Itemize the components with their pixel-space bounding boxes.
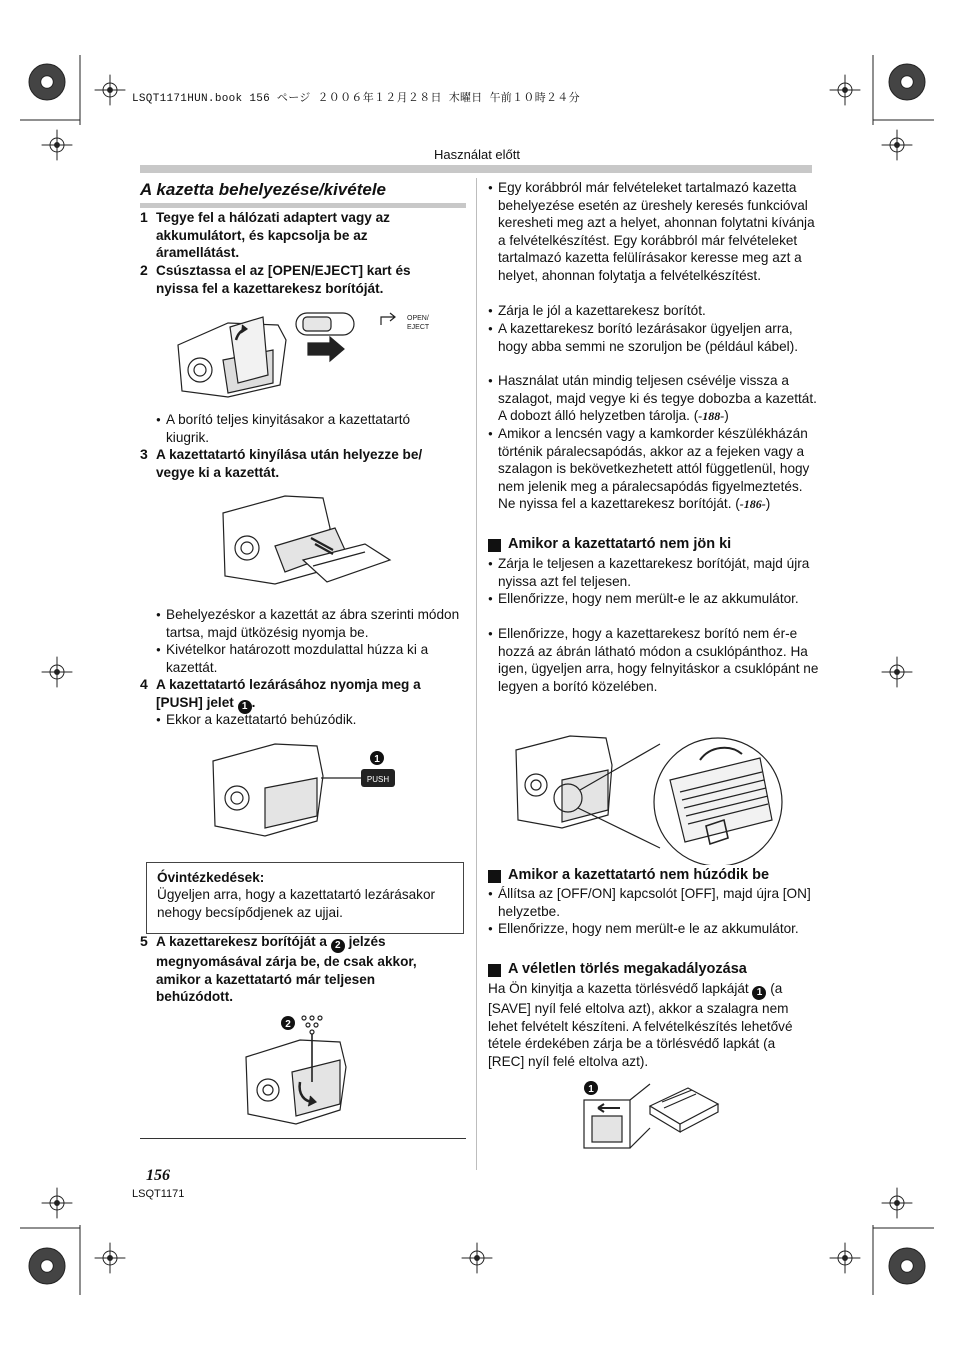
erasure-text-a: Ha Ön kinyitja a kazetta törlésvédő lapkáját <box>488 981 749 996</box>
step-number: 2 <box>140 262 148 278</box>
bullet-condensation <box>488 425 820 514</box>
subhead-text: Amikor a kazettatartó nem jön ki <box>508 536 732 552</box>
bullet-power-cycle: ● Állítsa az [OFF/ON] kapcsolót [OFF], majd újra [ON] helyzetbe. <box>488 885 820 920</box>
bullet-condensation-end: ) <box>765 496 771 511</box>
bullet-lid-open: ● A borító teljes kinyitásakor a kazettatartó kiugrik. <box>156 411 456 446</box>
marker-1: 1 <box>238 700 252 714</box>
figure-hinge-detail <box>510 730 810 865</box>
registration-cross-dot <box>55 1201 60 1206</box>
subhead-prevent-erasure <box>488 961 830 979</box>
caution-title: Óvintézkedések: <box>157 870 265 885</box>
square-bullet-icon <box>488 964 501 977</box>
header-bar <box>140 165 812 173</box>
step-number: 4 <box>140 676 148 692</box>
section-rule <box>140 203 466 208</box>
print-header: LSQT1171HUN.book 156 ページ ２００６年１２月２８日 木曜日 午前１０時２４分 <box>132 93 580 105</box>
registration-cross-dot <box>108 88 113 93</box>
figure-marker-1: 1 <box>374 754 380 765</box>
figure-marker-2: 2 <box>285 1019 291 1030</box>
step-5-text-b: jelzés megnyomásával zárja be, de csak akkor, amikor a kazettatartó már teljesen behúzódott. <box>156 934 417 1004</box>
bottom-rule <box>140 1138 466 1139</box>
bullet-rewind-text: Használat után mindig teljesen csévélje vissza a szalagot, majd vegye ki és tegye dobozba a kazettát. A dobozt álló helyzetben tárolja. ( <box>498 373 817 423</box>
step-4-text-a: A kazettatartó lezárásához nyomja meg a [PUSH] jelet <box>156 677 421 710</box>
subhead-not-coming-out <box>488 536 830 554</box>
subhead-text: Amikor a kazettatartó nem húzódik be <box>508 867 770 883</box>
caution-box <box>146 862 464 934</box>
section-title: A kazetta behelyezése/kivétele <box>140 180 387 199</box>
bullet-blank-search: ● Egy korábbról már felvételeket tartalmazó kazetta behelyezése esetén az üreshely keresés funkcióval keresheti meg azt a helyet, ahonnan folytatni kívánja a felvételkészítést. Egy korábbról már felvételeket tartalmazó kazetta felülírásakor keresse meg azt a helyet, ahonnan folytatja a felvételkészítést. <box>488 179 820 284</box>
bullet-battery: ● Ellenőrizze, hogy nem merült-e le az akkumulátor. <box>488 590 820 608</box>
subhead-text: A véletlen törlés megakadályozása <box>508 961 747 977</box>
registration-wheel-center <box>41 1260 54 1273</box>
step-number: 1 <box>140 209 148 225</box>
caution-text: Ügyeljen arra, hogy a kazettatartó lezárásakor nehogy becsípődjenek az ujjai. <box>157 887 436 920</box>
open-eject-label-1: OPEN/ <box>407 315 429 322</box>
bullet-rewind <box>488 372 820 426</box>
step-4-text-b: . <box>251 694 256 710</box>
erasure-text-b: (a [SAVE] nyíl felé eltolva azt), akkor a szalagra nem lehet felvételt készíteni. A felvételkészítés lehetővé tétele érdekében zárja be a törlésvédő lapkát (a [REC] nyíl felé eltolva azt). <box>488 981 793 1069</box>
bullet-nothing-caught: ● A kazettarekesz borító lezárásakor ügyeljen arra, hogy abba semmi ne szoruljon be (például kábel). <box>488 320 820 355</box>
bullet-condensation-text: Amikor a lencsén vagy a kamkorder készülékházán történik páralecsapódás, akkor az a fejeken vagy a szalagon is bekövetkezhetett attól függetlenül, hogy nem jelenik meg a páralecsapódás figyelmeztetés. Ne nyissa fel a kazettarekesz borítóját. ( <box>498 426 810 511</box>
step-text: A kazettatartó kinyílása után helyezze be/ vegye ki a kazettát. <box>156 447 423 480</box>
bullet-rewind-end: ) <box>724 408 729 423</box>
page-ref-188: -188- <box>698 409 725 423</box>
step-number: 3 <box>140 446 148 462</box>
figure-open-lid <box>168 305 448 405</box>
column-divider <box>476 178 477 1170</box>
registration-cross-dot <box>108 1256 113 1261</box>
push-label: PUSH <box>366 775 390 784</box>
bullet-battery-2: ● Ellenőrizze, hogy nem merült-e le az akkumulátor. <box>488 920 820 938</box>
marker-1: 1 <box>752 986 766 1000</box>
registration-cross-dot <box>843 88 848 93</box>
registration-cross-dot <box>55 670 60 675</box>
bullet-remove: ● Kivételkor határozott mozdulattal húzza ki a kazettát. <box>156 641 466 676</box>
bullet-hinge: ● Ellenőrizze, hogy a kazettarekesz borító nem ér-e hozzá az ábrán látható módon a csuklópánthoz. Ha igen, ügyeljen arra, hogy felnyitáskor a csuklópánt ne legyen a borító közelében. <box>488 625 820 695</box>
figure-cassette-tab <box>578 1078 728 1153</box>
bullet-insert-hold: ● Behelyezéskor a kazettát az ábra szerinti módon tartsa, majd ütközésig nyomja be. <box>156 606 466 641</box>
bullet-reopen: ● Zárja le teljesen a kazettarekesz borítóját, majd újra nyissa azt fel teljesen. <box>488 555 820 590</box>
registration-cross-dot <box>895 670 900 675</box>
document-code: LSQT1171 <box>132 1188 185 1200</box>
registration-cross-dot <box>843 1256 848 1261</box>
step-5-text-a: A kazettarekesz borítóját a <box>156 934 327 949</box>
step-text: Csúsztassa el az [OPEN/EJECT] kart és nyissa fel a kazettarekesz borítóját. <box>156 263 411 296</box>
page-ref-186: -186- <box>739 497 766 511</box>
registration-wheel-center <box>901 76 914 89</box>
page-number: 156 <box>146 1167 170 1184</box>
figure-push <box>205 736 405 846</box>
registration-wheel-center <box>901 1260 914 1273</box>
page-header-title: Használat előtt <box>434 147 520 162</box>
bullet-retract: ● Ekkor a kazettatartó behúzódik. <box>156 711 466 729</box>
open-eject-label-2: EJECT <box>407 324 430 331</box>
subhead-not-retracting <box>488 867 830 885</box>
figure-close-lid <box>240 1012 380 1132</box>
step-text <box>156 676 456 714</box>
figure-marker-1: 1 <box>588 1084 594 1095</box>
registration-cross-dot <box>895 1201 900 1206</box>
square-bullet-icon <box>488 870 501 883</box>
marker-2: 2 <box>331 939 345 953</box>
step-text: Tegye fel a hálózati adaptert vagy az akkumulátort, és kapcsolja be az áramellátást. <box>156 210 390 260</box>
registration-wheel-center <box>41 76 54 89</box>
erasure-paragraph <box>488 980 810 1070</box>
square-bullet-icon <box>488 539 501 552</box>
step-number: 5 <box>140 933 148 949</box>
step-text <box>156 933 446 1006</box>
registration-cross-dot <box>475 1256 480 1261</box>
figure-insert-cassette <box>215 488 395 598</box>
bullet-close-lid: ● Zárja le jól a kazettarekesz borítót. <box>488 302 820 320</box>
